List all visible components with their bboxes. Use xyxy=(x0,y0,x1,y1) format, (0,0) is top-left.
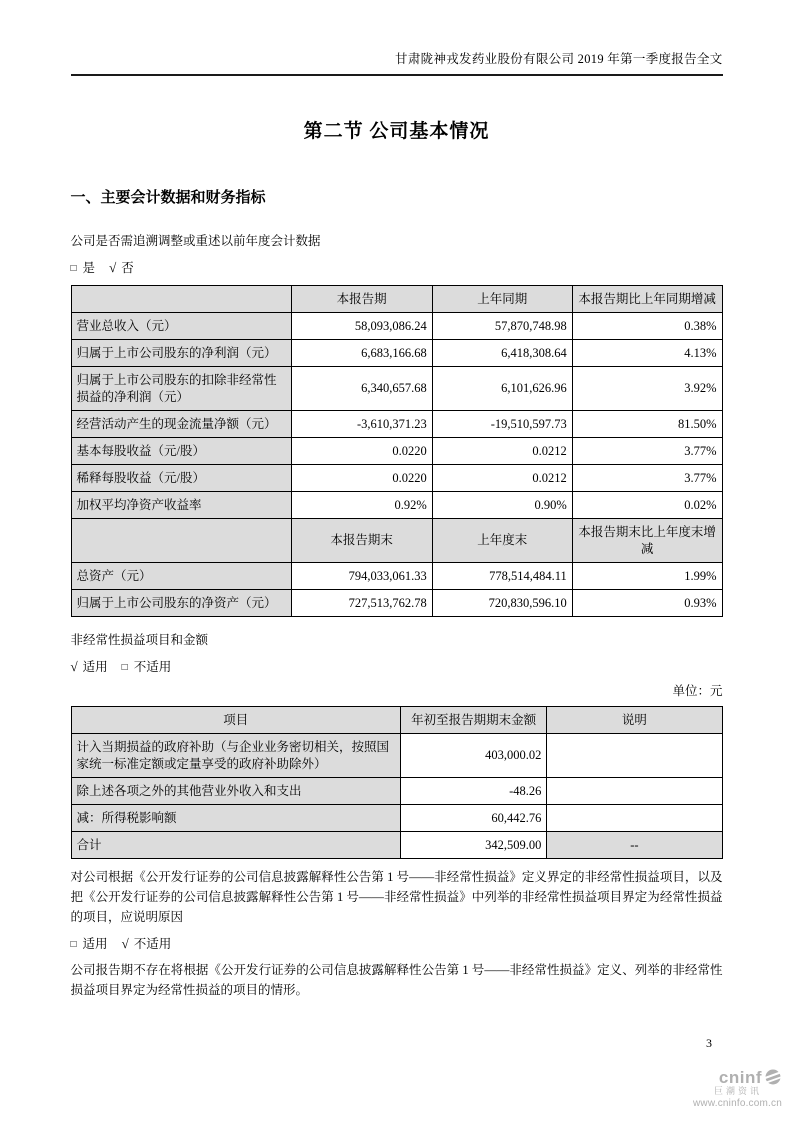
column-header-cell: 本报告期比上年同期增减 xyxy=(572,286,722,313)
restatement-choice xyxy=(71,258,723,276)
table-row xyxy=(71,805,722,832)
page-header: 甘肃陇神戎发药业股份有限公司 2019 年第一季度报告全文 xyxy=(71,0,723,76)
unit-label: 单位：元 xyxy=(672,684,723,698)
nonrecurring-heading: 非经常性损益项目和金额 xyxy=(70,633,209,647)
column-header-cell: 项目 xyxy=(71,707,400,734)
checkbox-icon: □ xyxy=(70,939,77,950)
table-row xyxy=(71,438,722,465)
restatement-question: 公司是否需追溯调整或重述以前年度会计数据 xyxy=(70,234,321,248)
section-heading: 一、主要会计数据和财务指标 xyxy=(70,190,266,206)
table-header-row xyxy=(71,707,722,734)
value-cell: 794,033,061.33 xyxy=(291,563,432,590)
value-cell: 0.0212 xyxy=(432,438,572,465)
value-cell: 0.0212 xyxy=(432,465,572,492)
cninfo-swirl-icon xyxy=(764,1068,782,1086)
row-label-cell: 归属于上市公司股东的净利润（元） xyxy=(71,340,291,367)
value-cell xyxy=(547,778,722,805)
explain-applicable-choice xyxy=(71,934,723,952)
value-cell: -48.26 xyxy=(400,778,546,805)
value-cell: 57,870,748.98 xyxy=(432,313,572,340)
column-header-cell: 本报告期 xyxy=(291,286,432,313)
column-header-cell xyxy=(71,519,291,563)
choice-label-yes: 是 xyxy=(82,261,96,275)
check-icon: √ xyxy=(109,260,117,275)
table-row xyxy=(71,313,722,340)
value-cell: 0.0220 xyxy=(291,465,432,492)
check-icon: √ xyxy=(70,659,78,674)
choice-label-applicable: 适用 xyxy=(82,660,108,674)
value-cell: 60,442.76 xyxy=(400,805,546,832)
value-cell: 81.50% xyxy=(572,411,722,438)
doc-title: 第二节 公司基本情况 xyxy=(303,121,490,142)
column-header-cell: 上年度末 xyxy=(432,519,572,563)
cninfo-logo-url: www.cninfo.com.cn xyxy=(693,1098,782,1109)
row-label-cell: 稀释每股收益（元/股） xyxy=(71,465,291,492)
check-icon: √ xyxy=(121,936,129,951)
value-cell xyxy=(547,805,722,832)
table-row xyxy=(71,563,722,590)
value-cell: 727,513,762.78 xyxy=(291,590,432,617)
column-header-cell: 上年同期 xyxy=(432,286,572,313)
value-cell: -- xyxy=(547,832,722,859)
choice-label-no: 否 xyxy=(121,261,134,275)
checkbox-icon: □ xyxy=(70,263,77,274)
table-row xyxy=(71,411,722,438)
table-row xyxy=(71,340,722,367)
row-label-cell: 计入当期损益的政府补助（与企业业务密切相关，按照国家统一标准定额或定量享受的政府补助除外） xyxy=(71,734,400,778)
cninfo-logo xyxy=(693,1068,782,1086)
column-header-cell: 说明 xyxy=(547,707,722,734)
value-cell: 1.99% xyxy=(572,563,722,590)
value-cell: 4.13% xyxy=(572,340,722,367)
table-row xyxy=(71,367,722,411)
row-label-cell: 营业总收入（元） xyxy=(71,313,291,340)
column-header-cell xyxy=(71,286,291,313)
row-label-cell: 基本每股收益（元/股） xyxy=(71,438,291,465)
row-label-cell: 总资产（元） xyxy=(71,563,291,590)
table-row xyxy=(71,590,722,617)
row-label-cell: 经营活动产生的现金流量净额（元） xyxy=(71,411,291,438)
value-cell: 6,340,657.68 xyxy=(291,367,432,411)
column-header-cell: 年初至报告期期末金额 xyxy=(400,707,546,734)
value-cell: 3.77% xyxy=(572,438,722,465)
key-financials-table xyxy=(71,285,723,617)
table-row xyxy=(71,832,722,859)
value-cell: 342,509.00 xyxy=(400,832,546,859)
page-content xyxy=(71,0,723,1000)
value-cell: 0.92% xyxy=(291,492,432,519)
value-cell: 3.77% xyxy=(572,465,722,492)
row-label-cell: 归属于上市公司股东的净资产（元） xyxy=(71,590,291,617)
value-cell: 0.93% xyxy=(572,590,722,617)
value-cell: 58,093,086.24 xyxy=(291,313,432,340)
choice-label-not-applicable: 不适用 xyxy=(133,937,172,951)
no-reclassification-paragraph: 公司报告期不存在将根据《公开发行证券的公司信息披露解释性公告第 1 号——非经常性损益》定义、列举的非经常性损益项目界定为经常性损益的项目的情形。 xyxy=(70,963,723,997)
checkbox-icon: □ xyxy=(121,662,128,673)
table-row xyxy=(71,734,722,778)
table-row xyxy=(71,778,722,805)
value-cell: 0.90% xyxy=(432,492,572,519)
value-cell: 6,101,626.96 xyxy=(432,367,572,411)
value-cell: -3,610,371.23 xyxy=(291,411,432,438)
value-cell: -19,510,597.73 xyxy=(432,411,572,438)
value-cell: 778,514,484.11 xyxy=(432,563,572,590)
value-cell: 3.92% xyxy=(572,367,722,411)
nonrecurring-items-table xyxy=(71,706,723,859)
cninfo-logo-subtitle: 巨潮资讯 xyxy=(713,1086,762,1096)
value-cell: 403,000.02 xyxy=(400,734,546,778)
value-cell: 0.0220 xyxy=(291,438,432,465)
value-cell: 6,683,166.68 xyxy=(291,340,432,367)
row-label-cell: 合计 xyxy=(71,832,400,859)
explain-requirement-paragraph: 对公司根据《公开发行证券的公司信息披露解释性公告第 1 号——非经常性损益》定义界定的非经常性损益项目，以及把《公开发行证券的公司信息披露解释性公告第 1 号——非经常性损益》中列举的非经常性损益项目界定为经常性损益的项目，应说明原因 xyxy=(70,870,723,924)
value-cell: 0.02% xyxy=(572,492,722,519)
column-header-cell: 本报告期末比上年度末增减 xyxy=(572,519,722,563)
table-row xyxy=(71,492,722,519)
page-number: 3 xyxy=(706,1036,712,1050)
value-cell xyxy=(547,734,722,778)
value-cell: 6,418,308.64 xyxy=(432,340,572,367)
row-label-cell: 减：所得税影响额 xyxy=(71,805,400,832)
table-header-row xyxy=(71,286,722,313)
table-row xyxy=(71,465,722,492)
row-label-cell: 归属于上市公司股东的扣除非经常性损益的净利润（元） xyxy=(71,367,291,411)
value-cell: 0.38% xyxy=(572,313,722,340)
nonrecurring-applicable-choice xyxy=(71,657,723,675)
table-header-row xyxy=(71,519,722,563)
column-header-cell: 本报告期末 xyxy=(291,519,432,563)
value-cell: 720,830,596.10 xyxy=(432,590,572,617)
cninfo-logo-text: cninf xyxy=(718,1067,762,1087)
row-label-cell: 除上述各项之外的其他营业外收入和支出 xyxy=(71,778,400,805)
choice-label-not-applicable: 不适用 xyxy=(133,660,172,674)
choice-label-applicable: 适用 xyxy=(82,937,108,951)
cninfo-watermark xyxy=(693,1068,782,1109)
row-label-cell: 加权平均净资产收益率 xyxy=(71,492,291,519)
